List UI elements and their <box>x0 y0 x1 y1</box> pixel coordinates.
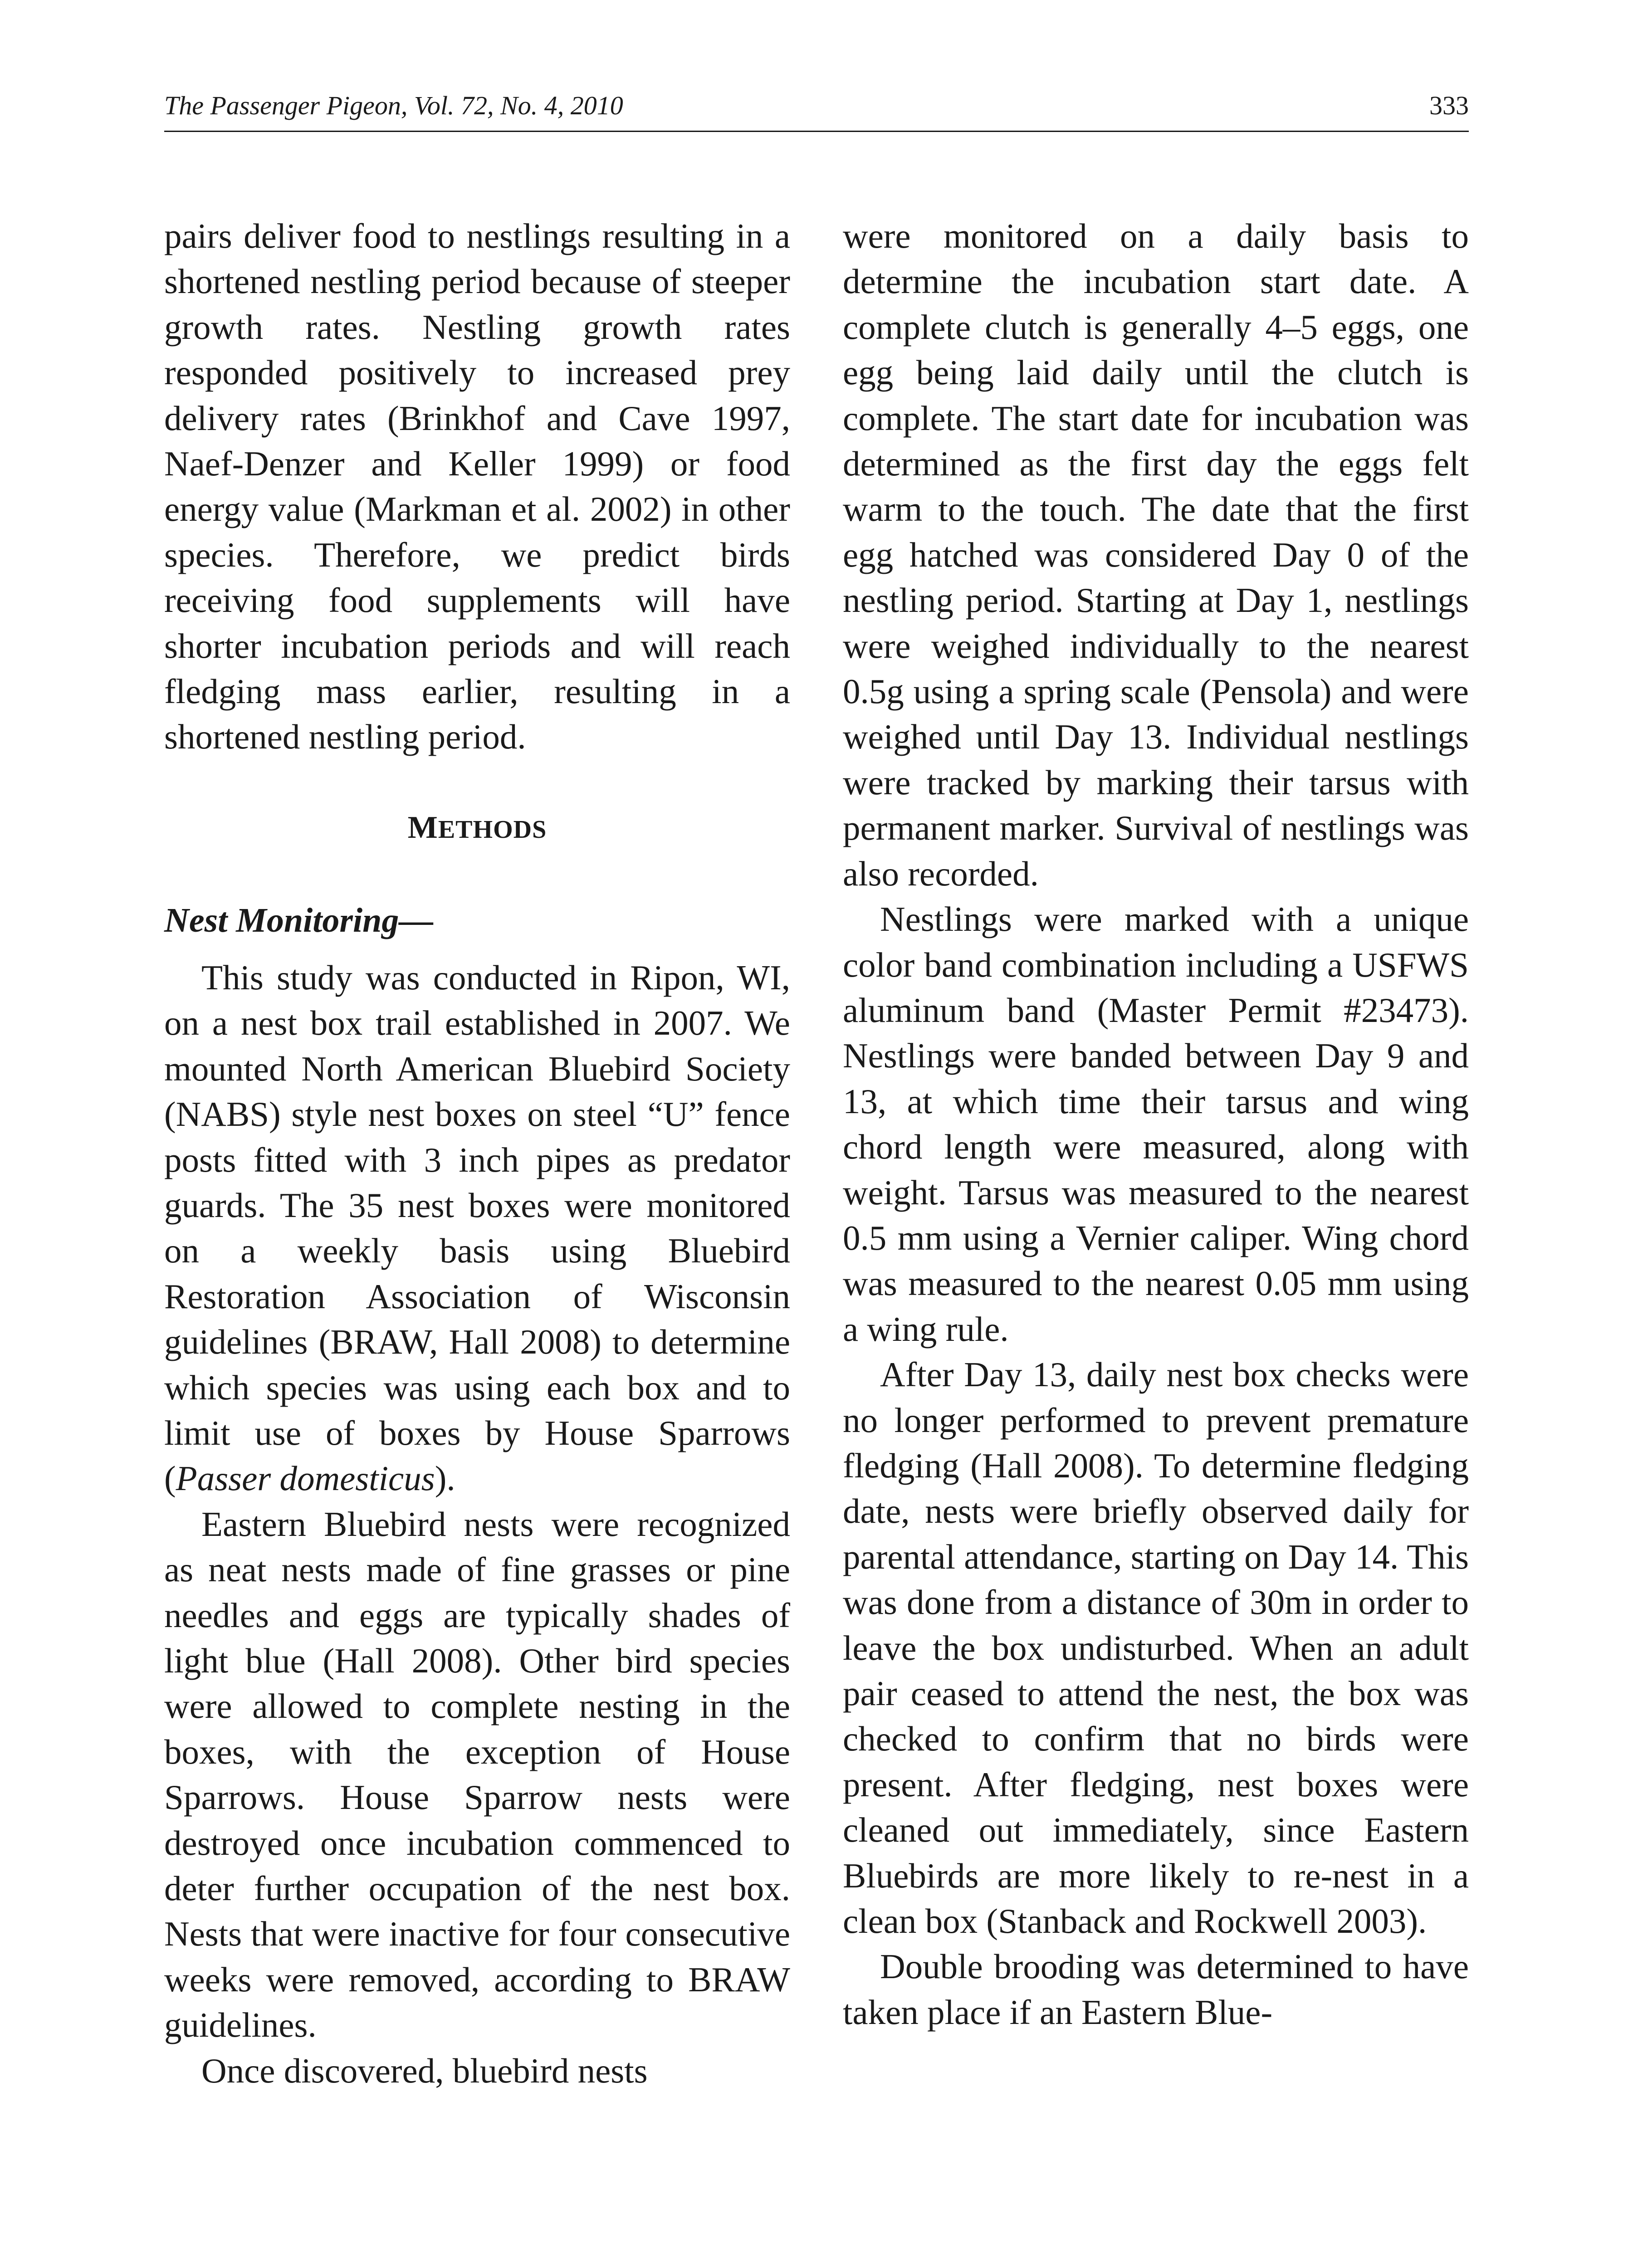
paragraph-daily-monitoring: were monitored on a daily basis to determine the incubation start date. A complete clutch is generally 4–5 eggs, one egg being laid daily until the clutch is complete. The start date for incubation was determined as the first day the eggs felt warm to the touch. The date that the first egg hatched was considered Day 0 of the nestling period. Starting at Day 1, nestlings were weighed individually to the nearest 0.5g using a spring scale (Pensola) and were weighed until Day 13. Individual nestlings were tracked by marking their tarsus with permanent marker. Survival of nestlings was also recorded. <box>843 216 1469 893</box>
left-column <box>164 213 790 2093</box>
study-site-text: This study was conducted in Ripon, WI, on a nest box trail established in 2007. We mounted North American Bluebird Society (NABS) style nest boxes on steel “U” fence posts fitted with 3 inch pipes as predator guards. The 35 nest boxes were monitored on a weekly basis using Bluebird Restoration Association of Wisconsin guidelines (BRAW, Hall 2008) to determine which species was using each box and to limit use of boxes by House Sparrows ( <box>164 958 790 1498</box>
paragraph-study-site <box>164 955 790 1501</box>
paragraph-banding: Nestlings were marked with a unique color band combination including a USFWS aluminum band (Master Permit #23473). Nestlings were banded between Day 9 and 13, at which time their tarsus and wing chord length were measured, along with weight. Tarsus was measured to the nearest 0.5 mm using a Vernier caliper. Wing chord was measured to the nearest 0.05 mm using a wing rule. <box>843 899 1469 1349</box>
species-name: Passer domesticus <box>176 1459 435 1498</box>
nest-monitoring-subheading: Nest Monitoring— <box>164 901 434 939</box>
study-site-text-end: ). <box>435 1459 455 1498</box>
methods-heading-rest: ETHODS <box>438 815 547 844</box>
paragraph-double-brooding: Double brooding was determined to have taken place if an Eastern Blue- <box>843 1947 1469 2032</box>
paragraph-fledging: After Day 13, daily nest box checks were no longer performed to prevent premature fledging (Hall 2008). To determine fledging date, nests were briefly observed daily for parental attendance, starting on Day 14. This was done from a distance of 30m in order to leave the box undisturbed. When an adult pair ceased to attend the nest, the box was checked to confirm that no birds were present. After fledging, nest boxes were cleaned out immediately, since Eastern Bluebirds are more likely to re-nest in a clean box (Stanback and Rockwell 2003). <box>843 1355 1469 1941</box>
methods-heading <box>164 805 790 852</box>
running-head <box>164 85 1469 132</box>
paragraph-nest-recognition: Eastern Bluebird nests were recognized as neat nests made of fine grasses or pine needles and eggs are typically shades of light blue (Hall 2008). Other bird species were allowed to complete nesting in the boxes, with the exception of House Sparrows. House Sparrow nests were destroyed once incubation commenced to deter further occupation of the nest box. Nests that were inactive for four consecutive weeks were removed, according to BRAW guidelines. <box>164 1504 790 2045</box>
page-number: 333 <box>1429 91 1469 120</box>
journal-title: The Passenger Pigeon, Vol. 72, No. 4, 2010 <box>164 91 623 120</box>
right-column <box>843 213 1469 2035</box>
paragraph-once-discovered: Once discovered, bluebird nests <box>201 2051 648 2090</box>
paragraph-intro-continued: pairs deliver food to nestlings resulting in a shortened nestling period because of steeper growth rates. Nestling growth rates responded positively to increased prey delivery rates (Brinkhof and Cave 1997, Naef-Denzer and Keller 1999) or food energy value (Markman et al. 2002) in other species. Therefore, we predict birds receiving food supplements will have shorter incubation periods and will reach fledging mass earlier, resulting in a shortened nestling period. <box>164 216 790 757</box>
methods-heading-initial: M <box>407 810 438 845</box>
